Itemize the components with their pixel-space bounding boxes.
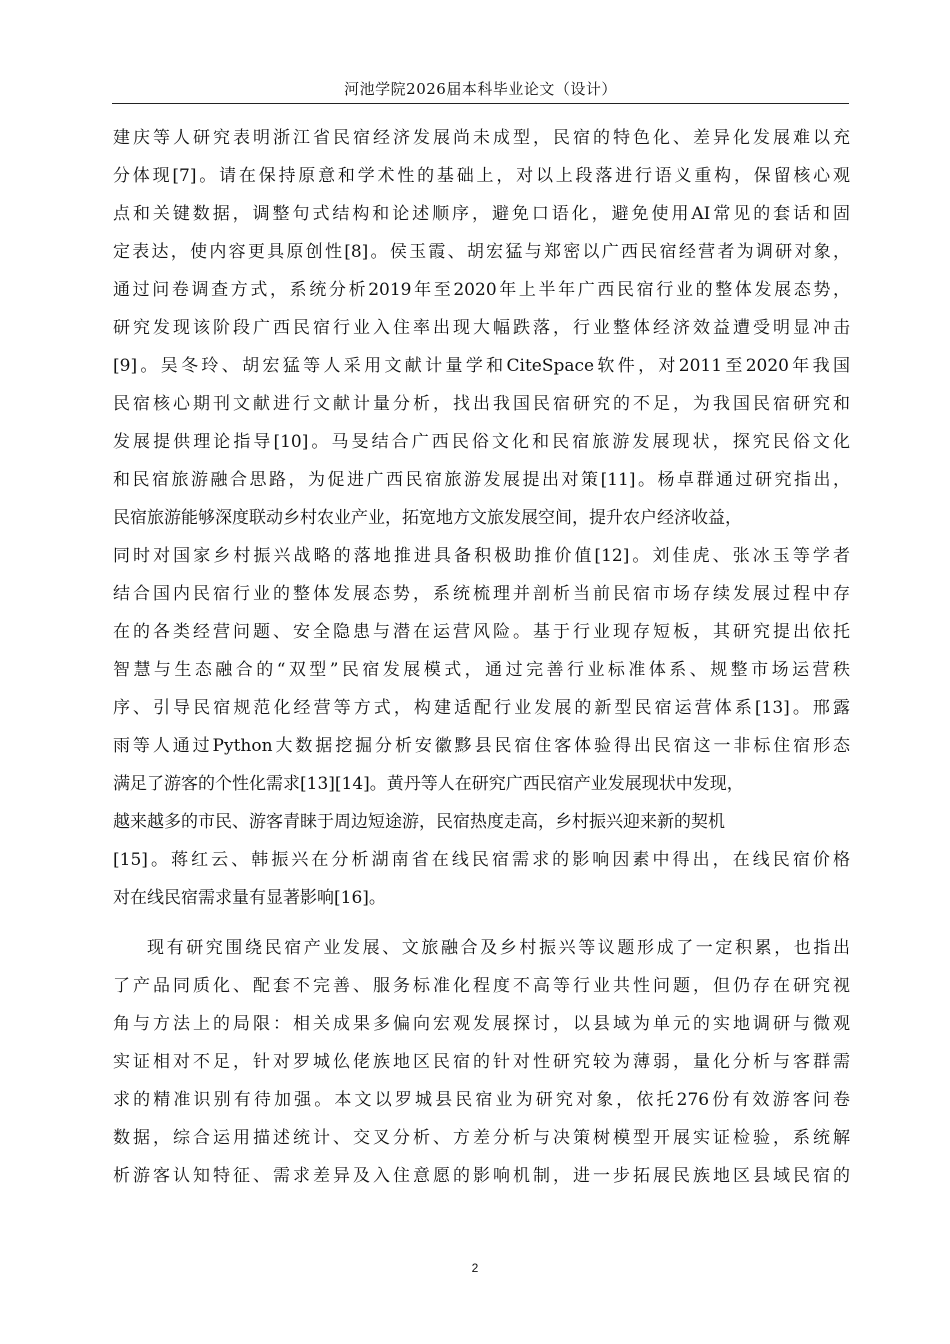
paragraph-1-line: 序、引导民宿规范化经营等方式，构建适配行业发展的新型民宿运营体系[13]。邢露 xyxy=(113,698,850,718)
paragraph-1-line: 民宿核心期刊文献进行文献计量分析，找出我国民宿研究的不足，为我国民宿研究和 xyxy=(113,394,850,414)
paragraph-2-line: 角与方法上的局限：相关成果多偏向宏观发展探讨，以县域为单元的实地调研与微观 xyxy=(113,1014,850,1034)
paragraph-1-line: [9]。吴冬玲、胡宏猛等人采用文献计量学和CiteSpace软件，对2011至2020年我国 xyxy=(113,356,850,376)
running-header: 河池学院2026届本科毕业论文（设计） xyxy=(344,80,617,98)
paragraph-2-line: 析游客认知特征、需求差异及入住意愿的影响机制，进一步拓展民族地区县域民宿的 xyxy=(113,1166,850,1186)
paragraph-1-line: 点和关键数据，调整句式结构和论述顺序，避免口语化，避免使用AI常见的套话和固 xyxy=(113,204,850,224)
paragraph-1-line: 通过问卷调查方式，系统分析2019年至2020年上半年广西民宿行业的整体发展态势， xyxy=(113,280,850,300)
paragraph-1-line: 发展提供理论指导[10]。马旻结合广西民俗文化和民宿旅游发展现状，探究民俗文化 xyxy=(113,432,850,452)
paragraph-2-first-line: 现有研究围绕民宿产业发展、文旅融合及乡村振兴等议题形成了一定积累，也指出 xyxy=(147,938,850,958)
paragraph-2-line: 数据，综合运用描述统计、交叉分析、方差分析与决策树模型开展实证检验，系统解 xyxy=(113,1128,850,1148)
paragraph-1-line: 建庆等人研究表明浙江省民宿经济发展尚未成型，民宿的特色化、差异化发展难以充 xyxy=(113,128,850,148)
paragraph-2-line: 实证相对不足，针对罗城仫佬族地区民宿的针对性研究较为薄弱，量化分析与客群需 xyxy=(113,1052,850,1072)
paragraph-1-line: 结合国内民宿行业的整体发展态势，系统梳理并剖析当前民宿市场存续发展过程中存 xyxy=(113,584,850,604)
header-divider xyxy=(112,103,849,104)
paragraph-2-line: 求的精准识别有待加强。本文以罗城县民宿业为研究对象，依托276份有效游客问卷 xyxy=(113,1090,850,1110)
paragraph-1-line: 在的各类经营问题、安全隐患与潜在运营风险。基于行业现存短板，其研究提出依托 xyxy=(113,622,850,642)
paragraph-1-line: 雨等人通过Python大数据挖掘分析安徽黟县民宿住客体验得出民宿这一非标住宿形态 xyxy=(113,736,850,756)
paragraph-1-line: 定表达，使内容更具原创性[8]。侯玉霞、胡宏猛与郑密以广西民宿经营者为调研对象， xyxy=(113,242,850,262)
paragraph-1-line: 智慧与生态融合的“双型”民宿发展模式，通过完善行业标准体系、规整市场运营秩 xyxy=(113,660,850,680)
page-number: 2 xyxy=(471,1261,479,1275)
paragraph-1-line: 同时对国家乡村振兴战略的落地推进具备积极助推价值[12]。刘佳虎、张冰玉等学者 xyxy=(113,546,850,566)
paragraph-2-line: 了产品同质化、配套不完善、服务标准化程度不高等行业共性问题，但仍存在研究视 xyxy=(113,976,850,996)
paragraph-1-line: 满足了游客的个性化需求[13][14]。黄丹等人在研究广西民宿产业发展现状中发现， xyxy=(113,774,744,794)
paragraph-1-line: 研究发现该阶段广西民宿行业入住率出现大幅跌落，行业整体经济效益遭受明显冲击 xyxy=(113,318,850,338)
paragraph-1-line: 分体现[7]。请在保持原意和学术性的基础上，对以上段落进行语义重构，保留核心观 xyxy=(113,166,850,186)
paragraph-1-line: [15]。蒋红云、韩振兴在分析湖南省在线民宿需求的影响因素中得出，在线民宿价格 xyxy=(113,850,850,870)
paragraph-gap xyxy=(113,917,850,929)
paragraph-1-line: 越来越多的市民、游客青睐于周边短途游，民宿热度走高，乡村振兴迎来新的契机 xyxy=(113,812,725,832)
paragraph-1-line: 对在线民宿需求量有显著影响[16]。 xyxy=(113,888,386,908)
main-text xyxy=(113,119,850,1195)
paragraph-1-line: 民宿旅游能够深度联动乡村农业产业，拓宽地方文旅发展空间，提升农户经济收益， xyxy=(113,508,742,528)
paragraph-1-line: 和民宿旅游融合思路，为促进广西民宿旅游发展提出对策[11]。杨卓群通过研究指出， xyxy=(113,470,850,490)
